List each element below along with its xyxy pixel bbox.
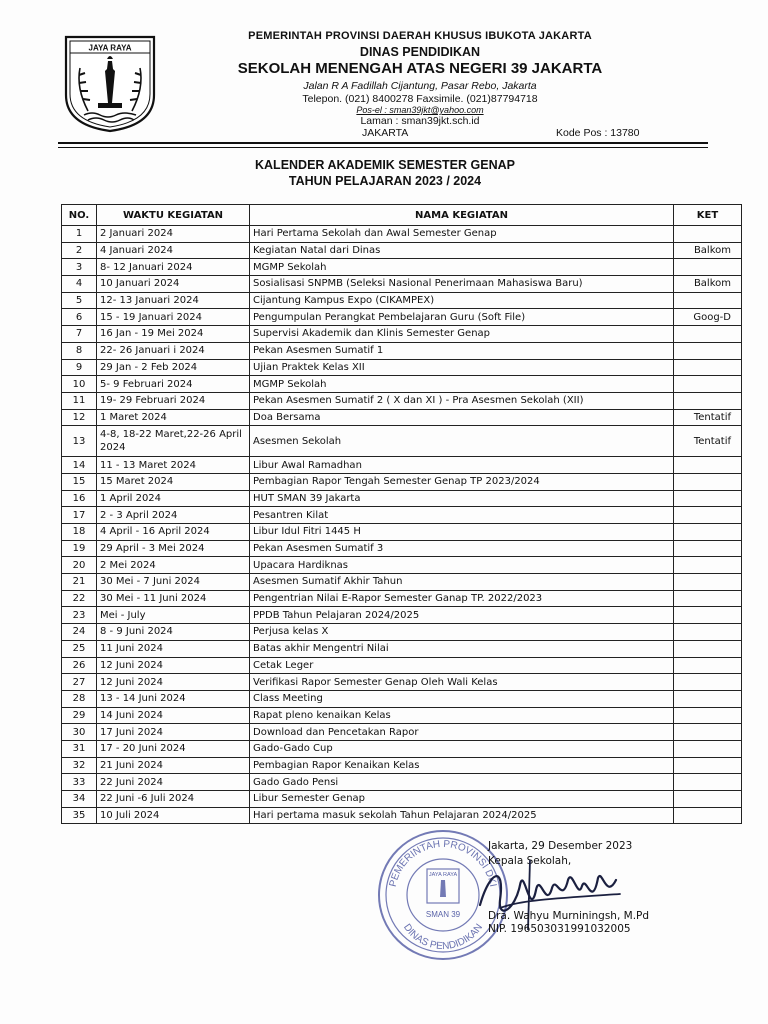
cell-activity: Verifikasi Rapor Semester Genap Oleh Wali Kelas	[250, 674, 674, 691]
cell-time: 12- 13 Januari 2024	[97, 292, 250, 309]
cell-no: 23	[62, 607, 97, 624]
cell-time: 19- 29 Februari 2024	[97, 392, 250, 409]
cell-note	[674, 342, 742, 359]
cell-no: 9	[62, 359, 97, 376]
cell-note	[674, 376, 742, 393]
cell-no: 25	[62, 640, 97, 657]
cell-time: 11 Juni 2024	[97, 640, 250, 657]
table-row	[62, 557, 742, 574]
cell-no: 14	[62, 457, 97, 474]
cell-time: 1 April 2024	[97, 490, 250, 507]
table-body	[62, 226, 742, 824]
table-row	[62, 590, 742, 607]
table-row	[62, 326, 742, 343]
cell-activity: Cetak Leger	[250, 657, 674, 674]
cell-no: 33	[62, 774, 97, 791]
cell-time: 2 Mei 2024	[97, 557, 250, 574]
letterhead-department: DINAS PENDIDIKAN	[359, 45, 481, 59]
cell-note	[674, 259, 742, 276]
cell-time: 15 - 19 Januari 2024	[97, 309, 250, 326]
letterhead-school-name: SEKOLAH MENENGAH ATAS NEGERI 39 JAKARTA	[237, 60, 603, 77]
table-row	[62, 342, 742, 359]
table-row	[62, 791, 742, 808]
cell-note: Goog-D	[674, 309, 742, 326]
cell-activity: Sosialisasi SNPMB (Seleksi Nasional Penerimaan Mahasiswa Baru)	[250, 276, 674, 293]
cell-time: 22 Juni -6 Juli 2024	[97, 791, 250, 808]
cell-time: 8- 12 Januari 2024	[97, 259, 250, 276]
cell-time: Mei - July	[97, 607, 250, 624]
table-row	[62, 507, 742, 524]
cell-note	[674, 690, 742, 707]
table-row	[62, 259, 742, 276]
cell-no: 5	[62, 292, 97, 309]
cell-activity: Download dan Pencetakan Rapor	[250, 724, 674, 741]
cell-activity: Class Meeting	[250, 690, 674, 707]
cell-no: 12	[62, 409, 97, 426]
cell-note	[674, 590, 742, 607]
table-row	[62, 490, 742, 507]
table-row	[62, 607, 742, 624]
cell-activity: Cijantung Kampus Expo (CIKAMPEX)	[250, 292, 674, 309]
header-no: NO.	[62, 205, 97, 226]
stamp-logo-text: JAYA RAYA	[428, 872, 458, 878]
cell-note	[674, 292, 742, 309]
cell-time: 4-8, 18-22 Maret,22-26 April 2024	[97, 426, 250, 457]
cell-note	[674, 607, 742, 624]
table-row	[62, 524, 742, 541]
table-row	[62, 457, 742, 474]
cell-note	[674, 507, 742, 524]
cell-activity: HUT SMAN 39 Jakarta	[250, 490, 674, 507]
cell-no: 1	[62, 226, 97, 243]
cell-no: 32	[62, 757, 97, 774]
cell-no: 18	[62, 524, 97, 541]
cell-time: 8 - 9 Juni 2024	[97, 624, 250, 641]
cell-no: 24	[62, 624, 97, 641]
cell-time: 22 Juni 2024	[97, 774, 250, 791]
document-subtitle: TAHUN PELAJARAN 2023 / 2024	[288, 174, 482, 188]
cell-no: 10	[62, 376, 97, 393]
table-row	[62, 774, 742, 791]
table-row	[62, 757, 742, 774]
cell-time: 12 Juni 2024	[97, 674, 250, 691]
cell-no: 7	[62, 326, 97, 343]
letterhead-government: PEMERINTAH PROVINSI DAERAH KHUSUS IBUKOTA JAKARTA	[248, 30, 592, 42]
table-row	[62, 674, 742, 691]
cell-activity: Libur Idul Fitri 1445 H	[250, 524, 674, 541]
cell-note	[674, 791, 742, 808]
cell-activity: Rapat pleno kenaikan Kelas	[250, 707, 674, 724]
cell-activity: Asesmen Sekolah	[250, 426, 674, 457]
cell-note	[674, 574, 742, 591]
cell-note	[674, 457, 742, 474]
academic-calendar-table	[61, 204, 742, 824]
cell-note	[674, 624, 742, 641]
cell-no: 16	[62, 490, 97, 507]
table-row	[62, 807, 742, 824]
cell-note: Tentatif	[674, 426, 742, 457]
cell-note	[674, 326, 742, 343]
cell-time: 10 Juli 2024	[97, 807, 250, 824]
cell-no: 17	[62, 507, 97, 524]
cell-time: 30 Mei - 11 Juni 2024	[97, 590, 250, 607]
signature-name: Dra. Wahyu Murniningsh, M.Pd	[488, 910, 650, 922]
cell-no: 20	[62, 557, 97, 574]
cell-no: 2	[62, 242, 97, 259]
cell-time: 5- 9 Februari 2024	[97, 376, 250, 393]
stamp-text-bottom: DINAS PENDIDIKAN	[401, 922, 485, 953]
cell-no: 35	[62, 807, 97, 824]
table-row	[62, 392, 742, 409]
cell-no: 31	[62, 740, 97, 757]
cell-time: 13 - 14 Juni 2024	[97, 690, 250, 707]
cell-activity: Pengentrian Nilai E-Rapor Semester Ganap TP. 2022/2023	[250, 590, 674, 607]
cell-time: 21 Juni 2024	[97, 757, 250, 774]
cell-note	[674, 540, 742, 557]
cell-no: 8	[62, 342, 97, 359]
cell-no: 26	[62, 657, 97, 674]
cell-no: 22	[62, 590, 97, 607]
cell-time: 16 Jan - 19 Mei 2024	[97, 326, 250, 343]
table-header-row	[62, 205, 742, 226]
cell-activity: PPDB Tahun Pelajaran 2024/2025	[250, 607, 674, 624]
cell-no: 30	[62, 724, 97, 741]
cell-time: 14 Juni 2024	[97, 707, 250, 724]
cell-note	[674, 724, 742, 741]
cell-no: 27	[62, 674, 97, 691]
cell-activity: Kegiatan Natal dari Dinas	[250, 242, 674, 259]
cell-activity: Hari Pertama Sekolah dan Awal Semester Genap	[250, 226, 674, 243]
cell-no: 34	[62, 791, 97, 808]
cell-time: 4 April - 16 April 2024	[97, 524, 250, 541]
cell-time: 12 Juni 2024	[97, 657, 250, 674]
cell-activity: Pekan Asesmen Sumatif 3	[250, 540, 674, 557]
table-row	[62, 707, 742, 724]
jakarta-coat-of-arms-logo	[62, 33, 158, 133]
table-row	[62, 640, 742, 657]
letterhead-city: JAKARTA	[362, 127, 409, 139]
header-note: KET	[674, 205, 742, 226]
cell-no: 15	[62, 473, 97, 490]
cell-no: 29	[62, 707, 97, 724]
cell-note: Tentatif	[674, 409, 742, 426]
cell-time: 4 Januari 2024	[97, 242, 250, 259]
cell-activity: Pengumpulan Perangkat Pembelajaran Guru (Soft File)	[250, 309, 674, 326]
cell-activity: Asesmen Sumatif Akhir Tahun	[250, 574, 674, 591]
signature-nip: NIP. 196503031991032005	[488, 923, 631, 935]
cell-note	[674, 359, 742, 376]
cell-note	[674, 740, 742, 757]
cell-activity: Pekan Asesmen Sumatif 2 ( X dan XI ) - Pra Asesmen Sekolah (XII)	[250, 392, 674, 409]
cell-time: 22- 26 Januari i 2024	[97, 342, 250, 359]
table-row	[62, 540, 742, 557]
logo-text: JAYA RAYA	[88, 43, 132, 53]
table-row	[62, 740, 742, 757]
cell-activity: Gado-Gado Cup	[250, 740, 674, 757]
table-row	[62, 242, 742, 259]
cell-note	[674, 774, 742, 791]
cell-activity: Gado Gado Pensi	[250, 774, 674, 791]
cell-note	[674, 226, 742, 243]
cell-time: 2 Januari 2024	[97, 226, 250, 243]
cell-activity: Batas akhir Mengentri Nilai	[250, 640, 674, 657]
table-row	[62, 292, 742, 309]
header-activity: NAMA KEGIATAN	[250, 205, 674, 226]
cell-activity: Upacara Hardiknas	[250, 557, 674, 574]
table-row	[62, 574, 742, 591]
table-row	[62, 657, 742, 674]
table-row	[62, 309, 742, 326]
cell-activity: Pembagian Rapor Kenaikan Kelas	[250, 757, 674, 774]
cell-activity: MGMP Sekolah	[250, 376, 674, 393]
stamp-center-text: SMAN 39	[425, 910, 461, 919]
cell-activity: Pesantren Kilat	[250, 507, 674, 524]
signature-place-date: Jakarta, 29 Desember 2023	[488, 840, 633, 852]
cell-note	[674, 674, 742, 691]
cell-no: 6	[62, 309, 97, 326]
cell-note	[674, 524, 742, 541]
table-row	[62, 426, 742, 457]
stamp-text-top: PEMERINTAH PROVINSI DKI	[387, 838, 499, 888]
cell-activity: Libur Awal Ramadhan	[250, 457, 674, 474]
cell-note	[674, 757, 742, 774]
cell-activity: MGMP Sekolah	[250, 259, 674, 276]
letterhead-postal-code: Kode Pos : 13780	[556, 127, 640, 139]
cell-activity: Doa Bersama	[250, 409, 674, 426]
header-time: WAKTU KEGIATAN	[97, 205, 250, 226]
signature-role: Kepala Sekolah,	[488, 855, 572, 867]
letterhead-email[interactable]: Pos-el : sman39jkt@yahoo.com	[356, 105, 484, 115]
table-row	[62, 690, 742, 707]
cell-note	[674, 557, 742, 574]
table-row	[62, 376, 742, 393]
cell-note	[674, 640, 742, 657]
cell-no: 13	[62, 426, 97, 457]
cell-activity: Pembagian Rapor Tengah Semester Genap TP 2023/2024	[250, 473, 674, 490]
cell-time: 17 Juni 2024	[97, 724, 250, 741]
cell-time: 10 Januari 2024	[97, 276, 250, 293]
cell-activity: Perjusa kelas X	[250, 624, 674, 641]
letterhead-website[interactable]: Laman : sman39jkt.sch.id	[360, 115, 480, 127]
cell-time: 29 April - 3 Mei 2024	[97, 540, 250, 557]
table-row	[62, 624, 742, 641]
cell-time: 29 Jan - 2 Feb 2024	[97, 359, 250, 376]
letterhead-phone: Telepon. (021) 8400278 Faxsimile. (021)87794718	[302, 93, 538, 105]
table-row	[62, 724, 742, 741]
cell-activity: Hari pertama masuk sekolah Tahun Pelajaran 2024/2025	[250, 807, 674, 824]
cell-time: 17 - 20 Juni 2024	[97, 740, 250, 757]
letterhead-address: Jalan R A Fadillah Cijantung, Pasar Rebo, Jakarta	[303, 80, 537, 92]
cell-no: 4	[62, 276, 97, 293]
cell-no: 19	[62, 540, 97, 557]
document-title: KALENDER AKADEMIK SEMESTER GENAP	[255, 158, 515, 172]
cell-no: 3	[62, 259, 97, 276]
table-row	[62, 359, 742, 376]
cell-activity: Ujian Praktek Kelas XII	[250, 359, 674, 376]
table-row	[62, 473, 742, 490]
cell-note	[674, 473, 742, 490]
table-row	[62, 276, 742, 293]
cell-time: 30 Mei - 7 Juni 2024	[97, 574, 250, 591]
cell-no: 21	[62, 574, 97, 591]
cell-activity: Libur Semester Genap	[250, 791, 674, 808]
cell-no: 28	[62, 690, 97, 707]
cell-time: 1 Maret 2024	[97, 409, 250, 426]
cell-time: 11 - 13 Maret 2024	[97, 457, 250, 474]
table-row	[62, 226, 742, 243]
cell-time: 15 Maret 2024	[97, 473, 250, 490]
cell-note	[674, 392, 742, 409]
cell-no: 11	[62, 392, 97, 409]
cell-note	[674, 707, 742, 724]
letterhead-divider-thin	[58, 147, 708, 148]
cell-note: Balkom	[674, 276, 742, 293]
cell-activity: Supervisi Akademik dan Klinis Semester Genap	[250, 326, 674, 343]
cell-activity: Pekan Asesmen Sumatif 1	[250, 342, 674, 359]
cell-note	[674, 657, 742, 674]
table-row	[62, 409, 742, 426]
letterhead-divider-thick	[58, 142, 708, 144]
cell-time: 2 - 3 April 2024	[97, 507, 250, 524]
cell-note	[674, 807, 742, 824]
cell-note: Balkom	[674, 242, 742, 259]
cell-note	[674, 490, 742, 507]
